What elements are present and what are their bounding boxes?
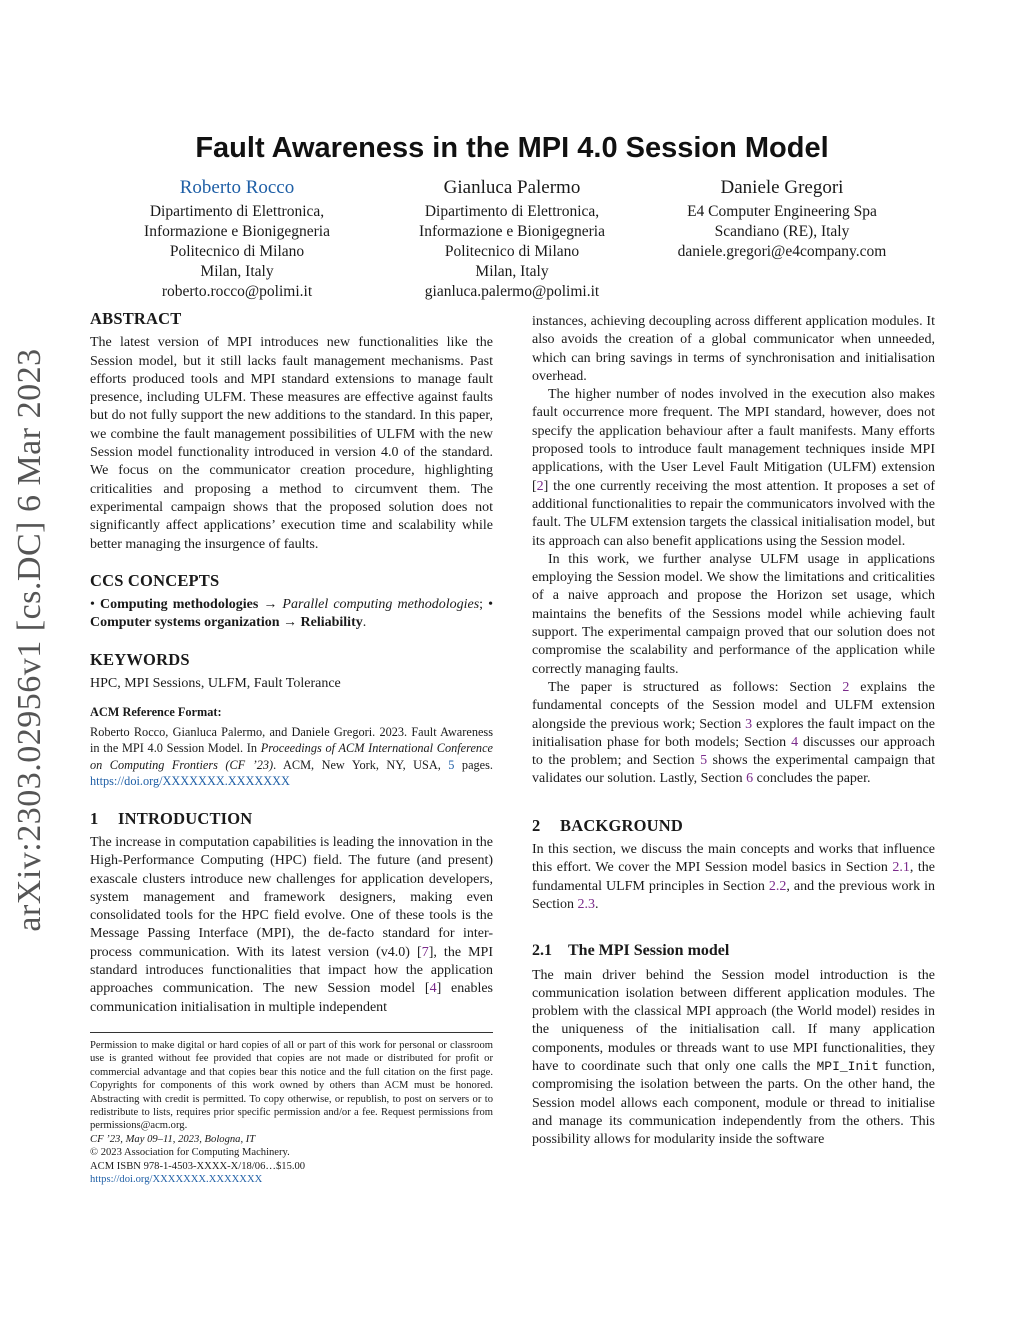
background-heading: 2 BACKGROUND (532, 815, 684, 835)
section-link[interactable]: 3 (745, 716, 753, 732)
acm-reference (90, 703, 493, 789)
author-location: Milan, Italy (475, 263, 549, 280)
author-location: Scandiano (RE), Italy (714, 223, 850, 240)
code-mpi-init: MPI_Init (816, 1058, 879, 1074)
intro-paragraph-cont: instances, achieving decoupling across different application modules. It also avoids the creation of a global communicator when unneeded, which can bring savings in terms of synchronisation and initialisation overhead. (532, 314, 935, 384)
section-link[interactable]: 2 (842, 679, 850, 695)
author-affiliation: Informazione e Bionigegneria (144, 223, 330, 240)
author-name-link[interactable]: Roberto Rocco (179, 177, 295, 198)
abstract-text: The latest version of MPI introduces new functionalities like the Session model, but it still lacks fault management mechanisms. Past efforts produced tools and MPI standard extensions to manage fault presence, including ULFM. These measures are effective against faults but do not fully support the new additions to the standard. In this paper, we combine the fault management possibilities of ULFM with the new Session model functionality introduced in version 4.0 of the standard. We focus on the communicator creation procedure, highlighting criticalities and proposing a method to circumvent them. The experimental campaign shows that the proposed solution does not significantly affect applications’ execution time and scalability while better managing the insurgence of faults. (90, 335, 493, 552)
ccs-heading: CCS CONCEPTS (90, 570, 220, 590)
permission-notice: Permission to make digital or hard copies of all or part of this work for personal or classroom use is granted without fee provided that copies are not made or distributed for profit or commercial advantage and that copies bear this notice and the full citation on the first page. Copyrights for components of this work owned by others than ACM must be honored. Abstracting with credit is permitted. To copy otherwise, or republish, to post on servers or to redistribute to lists, requires prior specific permission and/or a fee. Request permissions from permissions@acm.org. (90, 1040, 493, 1132)
intro-paragraph: The higher number of nodes involved in the execution also makes fault occurrence more frequent. The MPI standard, however, does not specify the application behaviour after a fault manifests. Many efforts proposed tools to introduce fault management techniques inside MPI applications, with the User Level Fault Mitigation (ULFM) extension [2] the one currently receiving the most attention. It proposes a set of additional functionalities to repair the communicators involved with the fault. The ULFM extension targets the classical initialisation model, but its approach can also benefit applications using the Session model. (532, 387, 935, 549)
author-email: daniele.gregori@e4company.com (677, 243, 887, 260)
pages-link[interactable]: 5 (448, 757, 455, 772)
intro-paragraph: In this work, we further analyse ULFM usage in applications employing the Session model. We show the limitations and criticalities of a naive approach and propose the Horizon set usage, which maintains the benefits of the Sessions model while achieving fault support. The experimental campaign proved that our solution does not compromise the scalability and performance of the application while correctly managing faults. (532, 551, 935, 677)
section-link[interactable]: 2.1 (892, 860, 910, 876)
author-affiliation: Politecnico di Milano (169, 243, 305, 260)
author-block-1 (97, 176, 377, 302)
intro-heading: 1 INTRODUCTION (90, 808, 253, 828)
author-affiliation: Dipartimento di Elettronica, (424, 203, 600, 220)
author-affiliation: Politecnico di Milano (444, 243, 580, 260)
keywords-text: HPC, MPI Sessions, ULFM, Fault Tolerance (90, 676, 341, 692)
section-link[interactable]: 4 (791, 734, 799, 750)
section-link[interactable]: 2.3 (577, 896, 595, 912)
right-column (532, 313, 935, 1149)
ccs-term: Computer systems organization (90, 615, 280, 631)
isbn-line: ACM ISBN 978-1-4503-XXXX-X/18/06…$15.00 (90, 1160, 306, 1172)
conference-info: CF ’23, May 09–11, 2023, Bologna, IT (90, 1133, 256, 1145)
author-email: roberto.rocco@polimi.it (161, 283, 313, 300)
author-name: Daniele Gregori (720, 177, 844, 198)
citation-link[interactable]: 2 (536, 478, 544, 494)
acm-reference-body: Roberto Rocco, Gianluca Palermo, and Daniele Gregori. 2023. Fault Awareness in the MPI 4.0 Session Model. In Proceedings of ACM International Conference on Computing Frontiers (CF ’23). ACM, New York, NY, USA, 5 pages. https://doi.org/XXXXXXX.XXXXXXX (90, 724, 494, 789)
copyright-line: © 2023 Association for Computing Machinery. (90, 1147, 290, 1159)
keywords-heading: KEYWORDS (90, 649, 190, 669)
citation-link[interactable]: 4 (429, 981, 437, 997)
ccs-concepts: • Computing methodologies → Parallel computing methodologies; • Computer systems organization → Reliability. (90, 597, 494, 631)
section-link[interactable]: 6 (746, 771, 754, 787)
background-paragraph: In this section, we discuss the main concepts and works that influence this effort. We cover the MPI Session model basics in Section 2.1, the fundamental ULFM principles in Section 2.2, and the previous work in Section 2.3. (532, 842, 935, 912)
acm-reference-heading: ACM Reference Format: (90, 705, 222, 720)
author-name: Gianluca Palermo (443, 177, 581, 198)
author-affiliation: Informazione e Bionigegneria (419, 223, 605, 240)
ccs-subterm: Parallel computing methodologies (282, 597, 480, 613)
copyright-footnote (90, 1032, 493, 1186)
subsection-heading: 2.1 The MPI Session model (532, 942, 730, 960)
abstract-heading: ABSTRACT (90, 309, 182, 328)
arxiv-stamp: arXiv:2303.02956v1 [cs.DC] 6 Mar 2023 (11, 348, 48, 932)
ccs-subterm: Reliability (300, 615, 363, 631)
section-link[interactable]: 2.2 (768, 878, 787, 894)
author-email: gianluca.palermo@polimi.it (424, 283, 600, 300)
author-affiliation: E4 Computer Engineering Spa (687, 203, 877, 220)
session-model-paragraph: The main driver behind the Session model introduction is the communication isolation between different application modules. The problem with the classical MPI approach (the World model) resides in the uniqueness of the initialisation call. If many application components, modules or threads want to use MPI functionalities, they have to coordinate such that only one calls the MPI_Init function, compromising the isolation between the parts. On the other hand, the Session model allows each component, module or thread to initialise and manage its communication independently from the others. This possibility allows for modularity inside the software (532, 967, 935, 1148)
left-column (90, 310, 493, 1017)
paper-title: Fault Awareness in the MPI 4.0 Session Model (195, 132, 829, 164)
footnote-doi-link[interactable]: https://doi.org/XXXXXXX.XXXXXXX (90, 1174, 263, 1186)
intro-paragraph: The increase in computation capabilities is leading the innovation in the High-Performance Computing (HPC) field. The future (and present) exascale clusters introduce new challenges for application developers, system management and framework designers, making even consolidated tools for the HPC field evolve. One of these tools is the Message Passing Interface (MPI), the de-facto standard for inter-process communication. With its latest version (v4.0) [7], the MPI standard introduces functionalities that impact how the application approaches communication. The new Session model [4] enables communication initialisation in multiple independent (90, 834, 493, 1015)
author-block-3 (642, 176, 922, 262)
author-location: Milan, Italy (200, 263, 274, 280)
author-block-2 (372, 176, 652, 302)
ccs-term: Computing methodologies (99, 597, 259, 613)
citation-link[interactable]: 7 (421, 944, 429, 960)
intro-paragraph: The paper is structured as follows: Section 2 explains the fundamental concepts of the Session model and ULFM extension alongside the previous work; Section 3 explores the fault impact on the initialisation phase for both models; Section 4 discusses our approach to the problem; and Section 5 shows the experimental campaign that validates our solution. Lastly, Section 6 concludes the paper. (532, 679, 935, 787)
section-link[interactable]: 5 (700, 753, 708, 769)
author-affiliation: Dipartimento di Elettronica, (149, 203, 325, 220)
doi-link[interactable]: https://doi.org/XXXXXXX.XXXXXXX (90, 774, 290, 789)
